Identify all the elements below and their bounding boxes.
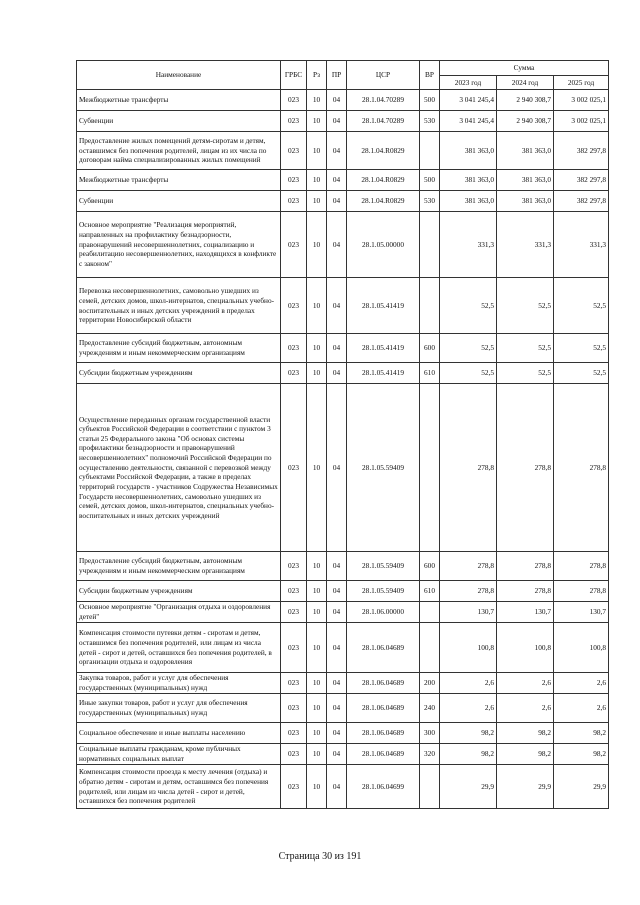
row-grbs: 023 bbox=[281, 552, 307, 581]
row-name: Субсидии бюджетным учреждениям bbox=[77, 581, 281, 602]
row-csr: 28.1.05.41419 bbox=[347, 278, 420, 334]
table-row bbox=[77, 552, 609, 581]
row-sum-2023: 381 363,0 bbox=[440, 191, 497, 212]
row-pr: 04 bbox=[327, 132, 347, 170]
row-grbs: 023 bbox=[281, 744, 307, 765]
row-pr: 04 bbox=[327, 673, 347, 694]
row-sum-2024: 381 363,0 bbox=[497, 132, 554, 170]
row-rz: 10 bbox=[307, 384, 327, 552]
row-name: Основное мероприятие "Реализация мероприятий, направленных на профилактику безнадзорности, правонарушений несовершеннолетних, социализацию и реабилитацию несовершеннолетних, находящихся в конфликте с законом" bbox=[77, 212, 281, 278]
row-csr: 28.1.05.59409 bbox=[347, 552, 420, 581]
row-name: Закупка товаров, работ и услуг для обеспечения государственных (муниципальных) нужд bbox=[77, 673, 281, 694]
row-csr: 28.1.06.04689 bbox=[347, 694, 420, 723]
row-sum-2023: 278,8 bbox=[440, 384, 497, 552]
row-vr bbox=[420, 278, 440, 334]
row-grbs: 023 bbox=[281, 363, 307, 384]
table-row bbox=[77, 694, 609, 723]
row-grbs: 023 bbox=[281, 623, 307, 673]
row-sum-2025: 52,5 bbox=[554, 363, 609, 384]
table-row bbox=[77, 170, 609, 191]
row-vr: 610 bbox=[420, 581, 440, 602]
budget-table bbox=[76, 60, 609, 809]
row-csr: 28.1.04.70289 bbox=[347, 90, 420, 111]
row-vr: 600 bbox=[420, 552, 440, 581]
row-pr: 04 bbox=[327, 623, 347, 673]
row-sum-2024: 52,5 bbox=[497, 278, 554, 334]
table-row bbox=[77, 111, 609, 132]
table-row bbox=[77, 765, 609, 809]
row-sum-2023: 52,5 bbox=[440, 278, 497, 334]
row-rz: 10 bbox=[307, 673, 327, 694]
table-row bbox=[77, 212, 609, 278]
row-pr: 04 bbox=[327, 111, 347, 132]
row-rz: 10 bbox=[307, 170, 327, 191]
header-year-2024: 2024 год bbox=[497, 76, 554, 90]
row-sum-2025: 98,2 bbox=[554, 723, 609, 744]
row-csr: 28.1.06.04699 bbox=[347, 765, 420, 809]
row-sum-2025: 382 297,8 bbox=[554, 132, 609, 170]
row-vr bbox=[420, 384, 440, 552]
row-sum-2023: 3 041 245,4 bbox=[440, 111, 497, 132]
page-number: Страница 30 из 191 bbox=[278, 851, 362, 862]
row-name: Межбюджетные трансферты bbox=[77, 90, 281, 111]
row-rz: 10 bbox=[307, 363, 327, 384]
row-rz: 10 bbox=[307, 334, 327, 363]
row-grbs: 023 bbox=[281, 278, 307, 334]
row-name: Социальные выплаты гражданам, кроме публичных нормативных социальных выплат bbox=[77, 744, 281, 765]
row-pr: 04 bbox=[327, 602, 347, 623]
header-name: Наименование bbox=[77, 61, 281, 90]
row-name: Предоставление жилых помещений детям-сиротам и детям, оставшимся без попечения родителей, лицам из их числа по договорам найма специализированных жилых помещений bbox=[77, 132, 281, 170]
row-sum-2023: 331,3 bbox=[440, 212, 497, 278]
row-sum-2024: 381 363,0 bbox=[497, 191, 554, 212]
row-sum-2023: 100,8 bbox=[440, 623, 497, 673]
table-row bbox=[77, 278, 609, 334]
header-sum: Сумма bbox=[440, 61, 609, 76]
row-csr: 28.1.05.41419 bbox=[347, 334, 420, 363]
table-row bbox=[77, 363, 609, 384]
row-sum-2024: 331,3 bbox=[497, 212, 554, 278]
table-row bbox=[77, 90, 609, 111]
row-sum-2024: 2 940 308,7 bbox=[497, 111, 554, 132]
row-csr: 28.1.04.R0829 bbox=[347, 191, 420, 212]
row-rz: 10 bbox=[307, 765, 327, 809]
table-row bbox=[77, 132, 609, 170]
row-pr: 04 bbox=[327, 90, 347, 111]
row-sum-2024: 100,8 bbox=[497, 623, 554, 673]
row-csr: 28.1.06.04689 bbox=[347, 744, 420, 765]
row-csr: 28.1.05.59409 bbox=[347, 384, 420, 552]
table-row bbox=[77, 723, 609, 744]
row-csr: 28.1.04.R0829 bbox=[347, 170, 420, 191]
header-grbs: ГРБС bbox=[281, 61, 307, 90]
row-name: Компенсация стоимости проезда к месту лечения (отдыха) и обратно детям - сиротам и детям, оставшимся без попечения родителей, или лицам из числа детей - сирот и детей, оставшихся без попечения родителей bbox=[77, 765, 281, 809]
row-rz: 10 bbox=[307, 694, 327, 723]
row-rz: 10 bbox=[307, 212, 327, 278]
row-sum-2025: 331,3 bbox=[554, 212, 609, 278]
row-pr: 04 bbox=[327, 170, 347, 191]
row-grbs: 023 bbox=[281, 170, 307, 191]
row-sum-2025: 29,9 bbox=[554, 765, 609, 809]
row-pr: 04 bbox=[327, 363, 347, 384]
row-grbs: 023 bbox=[281, 723, 307, 744]
row-name: Компенсация стоимости путевки детям - сиротам и детям, оставшимся без попечения родителей, или лицам из числа детей - сирот и детей, оставшихся без попечения родителей, в организации отдыха и оздоровления bbox=[77, 623, 281, 673]
row-grbs: 023 bbox=[281, 673, 307, 694]
row-grbs: 023 bbox=[281, 191, 307, 212]
row-grbs: 023 bbox=[281, 694, 307, 723]
row-grbs: 023 bbox=[281, 384, 307, 552]
row-name: Осуществление переданных органам государственной власти субъектов Российской Федерации в соответствии с пунктом 3 статьи 25 Федерального закона "Об основах системы профилактики безнадзорности и правонарушений несовершеннолетних" полномочий Российской Федерации по осуществлению деятельности, связанной с перевозкой между субъектами Российской Федерации, а также в пределах территорий государств - участников Содружества Независимых Государств несовершеннолетних, самовольно ушедших из семей, детских домов, школ-интернатов, специальных учебно-воспитательных и иных детских учреждений bbox=[77, 384, 281, 552]
row-pr: 04 bbox=[327, 694, 347, 723]
header-csr: ЦСР bbox=[347, 61, 420, 90]
row-vr bbox=[420, 623, 440, 673]
row-sum-2024: 2,6 bbox=[497, 673, 554, 694]
row-sum-2023: 98,2 bbox=[440, 723, 497, 744]
table-row bbox=[77, 191, 609, 212]
row-pr: 04 bbox=[327, 581, 347, 602]
row-vr: 300 bbox=[420, 723, 440, 744]
row-csr: 28.1.05.00000 bbox=[347, 212, 420, 278]
row-csr: 28.1.05.41419 bbox=[347, 363, 420, 384]
row-rz: 10 bbox=[307, 602, 327, 623]
row-vr: 530 bbox=[420, 191, 440, 212]
row-rz: 10 bbox=[307, 623, 327, 673]
row-name: Межбюджетные трансферты bbox=[77, 170, 281, 191]
row-sum-2024: 278,8 bbox=[497, 384, 554, 552]
table-row bbox=[77, 623, 609, 673]
row-sum-2023: 2,6 bbox=[440, 673, 497, 694]
row-sum-2023: 381 363,0 bbox=[440, 132, 497, 170]
row-vr bbox=[420, 212, 440, 278]
row-name: Основное мероприятие "Организация отдыха и оздоровления детей" bbox=[77, 602, 281, 623]
header-year-2023: 2023 год bbox=[440, 76, 497, 90]
row-sum-2025: 3 002 025,1 bbox=[554, 111, 609, 132]
row-vr: 320 bbox=[420, 744, 440, 765]
row-vr: 610 bbox=[420, 363, 440, 384]
row-vr bbox=[420, 132, 440, 170]
row-csr: 28.1.06.04689 bbox=[347, 673, 420, 694]
row-csr: 28.1.04.R0829 bbox=[347, 132, 420, 170]
row-grbs: 023 bbox=[281, 581, 307, 602]
row-sum-2024: 2 940 308,7 bbox=[497, 90, 554, 111]
row-rz: 10 bbox=[307, 744, 327, 765]
row-vr: 240 bbox=[420, 694, 440, 723]
row-sum-2024: 52,5 bbox=[497, 334, 554, 363]
table-body bbox=[77, 90, 609, 809]
row-grbs: 023 bbox=[281, 212, 307, 278]
row-sum-2025: 278,8 bbox=[554, 384, 609, 552]
row-name: Социальное обеспечение и иные выплаты населению bbox=[77, 723, 281, 744]
row-pr: 04 bbox=[327, 212, 347, 278]
table-row bbox=[77, 334, 609, 363]
row-pr: 04 bbox=[327, 744, 347, 765]
row-rz: 10 bbox=[307, 552, 327, 581]
row-rz: 10 bbox=[307, 111, 327, 132]
row-grbs: 023 bbox=[281, 90, 307, 111]
row-sum-2025: 98,2 bbox=[554, 744, 609, 765]
row-sum-2024: 130,7 bbox=[497, 602, 554, 623]
row-sum-2024: 278,8 bbox=[497, 581, 554, 602]
row-sum-2025: 278,8 bbox=[554, 552, 609, 581]
row-vr: 530 bbox=[420, 111, 440, 132]
row-sum-2025: 278,8 bbox=[554, 581, 609, 602]
header-rz: Рз bbox=[307, 61, 327, 90]
table-row bbox=[77, 744, 609, 765]
row-csr: 28.1.06.04689 bbox=[347, 723, 420, 744]
row-rz: 10 bbox=[307, 278, 327, 334]
table-row bbox=[77, 581, 609, 602]
row-grbs: 023 bbox=[281, 132, 307, 170]
row-sum-2023: 278,8 bbox=[440, 581, 497, 602]
row-sum-2025: 382 297,8 bbox=[554, 170, 609, 191]
row-sum-2024: 278,8 bbox=[497, 552, 554, 581]
header-year-2025: 2025 год bbox=[554, 76, 609, 90]
row-sum-2023: 130,7 bbox=[440, 602, 497, 623]
row-name: Перевозка несовершеннолетних, самовольно ушедших из семей, детских домов, школ-интернатов, специальных учебно-воспитательных и иных детских учреждений в пределах территории Новосибирской области bbox=[77, 278, 281, 334]
row-grbs: 023 bbox=[281, 334, 307, 363]
row-vr: 600 bbox=[420, 334, 440, 363]
row-vr: 200 bbox=[420, 673, 440, 694]
row-grbs: 023 bbox=[281, 111, 307, 132]
row-sum-2023: 3 041 245,4 bbox=[440, 90, 497, 111]
row-csr: 28.1.05.59409 bbox=[347, 581, 420, 602]
row-rz: 10 bbox=[307, 132, 327, 170]
row-vr: 500 bbox=[420, 90, 440, 111]
row-sum-2023: 98,2 bbox=[440, 744, 497, 765]
row-pr: 04 bbox=[327, 278, 347, 334]
row-sum-2025: 2,6 bbox=[554, 694, 609, 723]
row-sum-2025: 100,8 bbox=[554, 623, 609, 673]
row-vr: 500 bbox=[420, 170, 440, 191]
row-sum-2024: 98,2 bbox=[497, 744, 554, 765]
row-name: Субвенции bbox=[77, 191, 281, 212]
row-sum-2025: 382 297,8 bbox=[554, 191, 609, 212]
row-pr: 04 bbox=[327, 191, 347, 212]
row-rz: 10 bbox=[307, 191, 327, 212]
row-vr bbox=[420, 765, 440, 809]
row-sum-2025: 52,5 bbox=[554, 334, 609, 363]
row-rz: 10 bbox=[307, 90, 327, 111]
row-sum-2023: 29,9 bbox=[440, 765, 497, 809]
row-name: Субсидии бюджетным учреждениям bbox=[77, 363, 281, 384]
row-sum-2023: 381 363,0 bbox=[440, 170, 497, 191]
row-sum-2025: 3 002 025,1 bbox=[554, 90, 609, 111]
row-name: Субвенции bbox=[77, 111, 281, 132]
row-pr: 04 bbox=[327, 384, 347, 552]
row-sum-2025: 52,5 bbox=[554, 278, 609, 334]
row-csr: 28.1.06.04689 bbox=[347, 623, 420, 673]
row-grbs: 023 bbox=[281, 602, 307, 623]
row-rz: 10 bbox=[307, 723, 327, 744]
row-sum-2023: 52,5 bbox=[440, 363, 497, 384]
row-csr: 28.1.06.00000 bbox=[347, 602, 420, 623]
row-sum-2024: 98,2 bbox=[497, 723, 554, 744]
row-csr: 28.1.04.70289 bbox=[347, 111, 420, 132]
row-vr bbox=[420, 602, 440, 623]
table-row bbox=[77, 384, 609, 552]
row-name: Иные закупки товаров, работ и услуг для обеспечения государственных (муниципальных) нужд bbox=[77, 694, 281, 723]
row-sum-2023: 2,6 bbox=[440, 694, 497, 723]
table-row bbox=[77, 673, 609, 694]
row-pr: 04 bbox=[327, 723, 347, 744]
row-sum-2023: 52,5 bbox=[440, 334, 497, 363]
row-sum-2023: 278,8 bbox=[440, 552, 497, 581]
row-sum-2024: 52,5 bbox=[497, 363, 554, 384]
row-sum-2024: 29,9 bbox=[497, 765, 554, 809]
row-grbs: 023 bbox=[281, 765, 307, 809]
row-pr: 04 bbox=[327, 334, 347, 363]
row-name: Предоставление субсидий бюджетным, автономным учреждениям и иным некоммерческим организациям bbox=[77, 334, 281, 363]
row-sum-2024: 2,6 bbox=[497, 694, 554, 723]
row-name: Предоставление субсидий бюджетным, автономным учреждениям и иным некоммерческим организациям bbox=[77, 552, 281, 581]
table-row bbox=[77, 602, 609, 623]
row-sum-2025: 130,7 bbox=[554, 602, 609, 623]
row-pr: 04 bbox=[327, 765, 347, 809]
row-sum-2024: 381 363,0 bbox=[497, 170, 554, 191]
header-vr: ВР bbox=[420, 61, 440, 90]
row-pr: 04 bbox=[327, 552, 347, 581]
row-rz: 10 bbox=[307, 581, 327, 602]
header-pr: ПР bbox=[327, 61, 347, 90]
row-sum-2025: 2,6 bbox=[554, 673, 609, 694]
